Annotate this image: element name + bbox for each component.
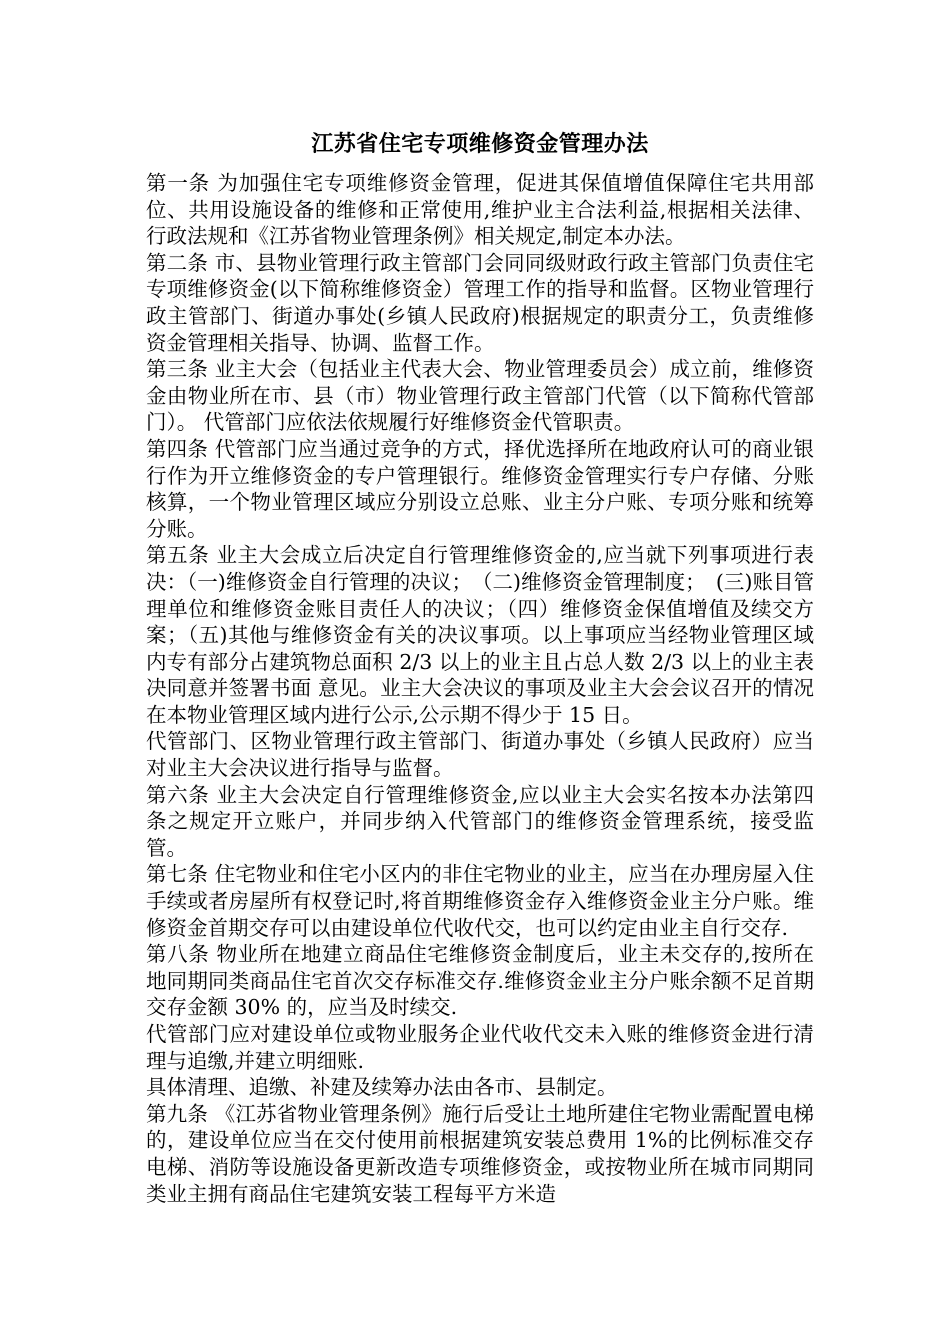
document-title: 江苏省住宅专项维修资金管理办法: [311, 132, 649, 157]
article-8: 第八条 物业所在地建立商品住宅维修资金制度后，业主未交存的,按所在地同期同类商品住宅首次交存标准交存.维修资金业主分户账余额不足首期交存金额 30% 的，应当及时续交.: [146, 942, 814, 1020]
article-4: 第四条 代管部门应当通过竞争的方式，择优选择所在地政府认可的商业银行作为开立维修资金的专户管理银行。维修资金管理实行专户存储、分账核算，一个物业管理区域应分别设立总账、业主分户账、专项分账和统筹分账。: [146, 436, 814, 541]
article-9: 第九条 《江苏省物业管理条例》施行后受让土地所建住宅物业需配置电梯的，建设单位应当在交付使用前根据建筑安装总费用 1%的比例标准交存电梯、消防等设施设备更新改造专项维修资金，或按物业所在城市同期同类业主拥有商品住宅建筑安装工程每平方米造: [146, 1101, 814, 1206]
article-8-supplement-1: 代管部门应对建设单位或物业服务企业代收代交未入账的维修资金进行清理与追缴,并建立明细账.: [146, 1022, 814, 1073]
article-5: 第五条 业主大会成立后决定自行管理维修资金的,应当就下列事项进行表决：（一)维修资金自行管理的决议； （二)维修资金管理制度； (三)账目管理单位和维修资金账目责任人的决议；（四）维修资金保值增值及续交方案；（五)其他与维修资金有关的决议事项。以上事项应当经物业管理区域内专有部分占建筑物总面积 2/3 以上的业主且占总人数 2/3 以上的业主表决同意并签署书面 意见。业主大会决议的事项及业主大会会议召开的情况在本物业管理区域内进行公示,公示期不得少于 15 日。: [146, 543, 814, 727]
article-6: 第六条 业主大会决定自行管理维修资金,应以业主大会实名按本办法第四条之规定开立账户，并同步纳入代管部门的维修资金管理系统，接受监管。: [146, 782, 814, 860]
document-page: [146, 130, 814, 1207]
article-1: 第一条 为加强住宅专项维修资金管理，促进其保值增值保障住宅共用部位、共用设施设备的维修和正常使用,维护业主合法利益,根据相关法律、行政法规和《江苏省物业管理条例》相关规定,制定本办法。: [146, 171, 814, 249]
article-3: 第三条 业主大会（包括业主代表大会、物业管理委员会）成立前，维修资金由物业所在市、县（市）物业管理行政主管部门代管（以下简称代管部门）。 代管部门应依法依规履行好维修资金代管职责。: [146, 357, 814, 435]
article-7: 第七条 住宅物业和住宅小区内的非住宅物业的业主，应当在办理房屋入住手续或者房屋所有权登记时,将首期维修资金存入维修资金业主分户账。维修资金首期交存可以由建设单位代收代交，也可以约定由业主自行交存.: [146, 862, 814, 940]
article-8-supplement-2: 具体清理、追缴、补建及续筹办法由各市、县制定。: [146, 1075, 618, 1100]
article-5-supplement: 代管部门、区物业管理行政主管部门、街道办事处（乡镇人民政府）应当对业主大会决议进行指导与监督。: [146, 729, 814, 781]
article-2: 第二条 市、县物业管理行政主管部门会同同级财政行政主管部门负责住宅专项维修资金(以下简称维修资金）管理工作的指导和监督。区物业管理行政主管部门、街道办事处(乡镇人民政府)根据规定的职责分工，负责维修资金管理相关指导、协调、监督工作。: [146, 250, 814, 355]
